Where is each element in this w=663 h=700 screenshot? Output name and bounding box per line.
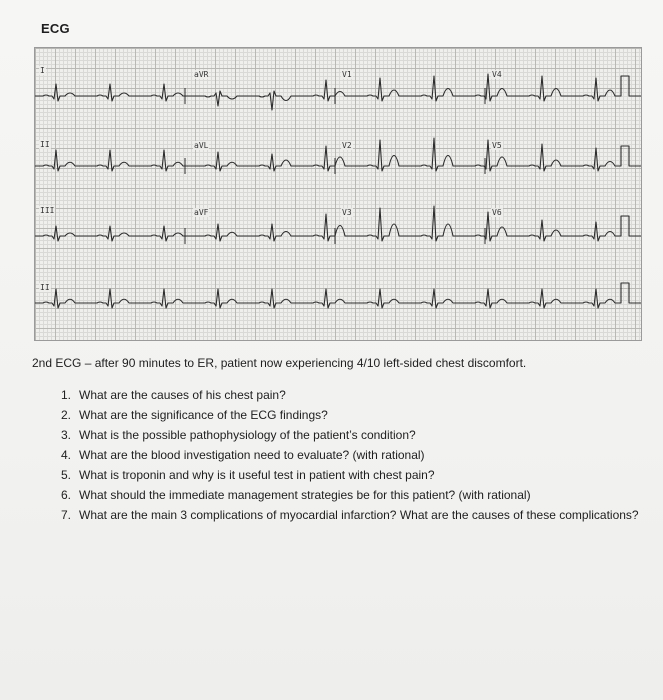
- question-item: 4. What are the blood investigation need to evaluate? (with rational): [60, 448, 425, 462]
- ecg-waveform-line: [35, 206, 641, 241]
- lead-label-II: II: [40, 140, 50, 149]
- question-item: 7. What are the main 3 complications of myocardial infarction? What are the causes of these complications?: [60, 508, 639, 522]
- question-item: 1. What are the causes of his chest pain?: [60, 388, 286, 402]
- ecg-waveform-line: [35, 74, 641, 110]
- lead-label-V2: V2: [342, 141, 352, 150]
- lead-label-V6: V6: [492, 208, 502, 217]
- lead-label-rhythm-II: II: [40, 283, 50, 292]
- question-list: [55, 385, 645, 525]
- ecg-caption: 2nd ECG – after 90 minutes to ER, patient now experiencing 4/10 left-sided chest discomfort.: [32, 356, 527, 370]
- lead-label-V5: V5: [492, 141, 502, 150]
- lead-label-V4: V4: [492, 70, 502, 79]
- lead-label-V1: V1: [342, 70, 352, 79]
- lead-label-aVR: aVR: [194, 70, 209, 79]
- ecg-waveform-line: [35, 138, 641, 171]
- lead-label-I: I: [40, 66, 45, 75]
- lead-label-aVL: aVL: [194, 141, 209, 150]
- lead-label-aVF: aVF: [194, 208, 209, 217]
- page-heading: ECG: [41, 21, 70, 36]
- ecg-waveform-line: [35, 283, 641, 308]
- question-item: 5. What is troponin and why is it useful test in patient with chest pain?: [60, 468, 435, 482]
- ecg-waveforms: [35, 48, 641, 340]
- question-item: 3. What is the possible pathophysiology of the patient’s condition?: [60, 428, 416, 442]
- lead-label-III: III: [40, 206, 55, 215]
- question-item: 2. What are the significance of the ECG findings?: [60, 408, 328, 422]
- question-item: 6. What should the immediate management strategies be for this patient? (with rational): [60, 488, 531, 502]
- lead-label-V3: V3: [342, 208, 352, 217]
- ecg-tracing: [34, 47, 642, 341]
